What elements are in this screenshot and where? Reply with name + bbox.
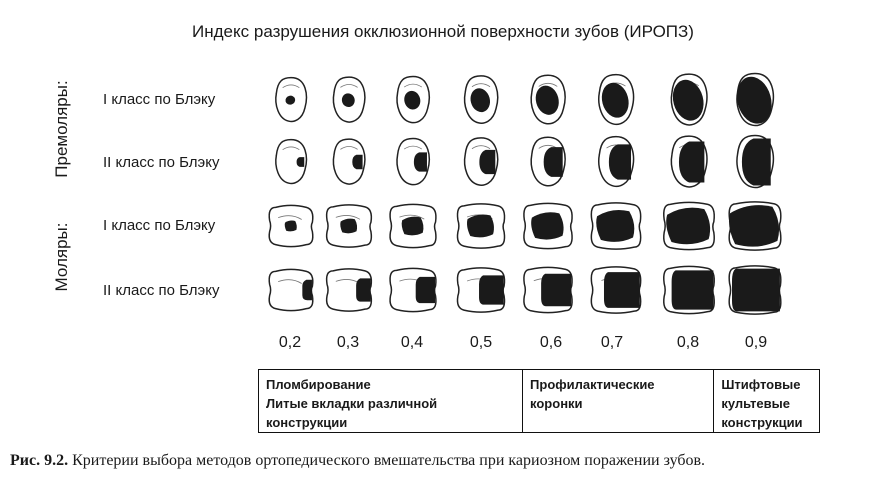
cavity-class2 [479, 150, 495, 174]
cavity-class2 [672, 270, 714, 309]
index-label: 0,8 [676, 334, 700, 351]
figure-caption [10, 452, 705, 470]
cavity-class2 [414, 152, 427, 171]
index-label: 0,2 [278, 334, 302, 351]
index-label: 0,3 [336, 334, 360, 351]
treatment-cell-filling [259, 370, 523, 432]
tooth [397, 76, 429, 122]
index-label: 0,4 [400, 334, 424, 351]
treatment-text: Литые вкладки различной [266, 396, 438, 411]
cavity-class1 [729, 205, 779, 247]
group-label-premolars: Премоляры: [52, 80, 71, 178]
cavity-class2 [604, 272, 640, 308]
tooth [591, 203, 640, 249]
treatment-cell-crowns [523, 370, 714, 432]
treatment-table [258, 369, 820, 433]
tooth [333, 139, 364, 184]
cavity-class2 [609, 144, 631, 179]
tooth [591, 267, 640, 313]
tooth [524, 203, 572, 248]
tooth [465, 76, 498, 123]
treatment-text: конструкции [266, 415, 348, 430]
tooth [269, 269, 313, 310]
cavity-class1 [402, 217, 424, 236]
tooth [276, 78, 307, 122]
row-label-molar-class2: II класс по Блэку [103, 282, 220, 299]
caption-text: Критерии выбора методов ортопедического вмешательства при кариозном поражении зубов. [68, 452, 706, 469]
diagram-title: Индекс разрушения окклюзионной поверхности зубов (ИРОПЗ) [192, 22, 694, 41]
treatment-text: конструкции [721, 415, 803, 430]
tooth [671, 136, 707, 187]
row-label-premolar-class2: II класс по Блэку [103, 154, 220, 171]
tooth [327, 205, 372, 247]
cavity-class2 [297, 157, 305, 167]
tooth [390, 204, 436, 247]
cavity-class2 [352, 155, 362, 169]
index-label: 0,7 [600, 334, 624, 351]
tooth [598, 75, 633, 125]
tooth [531, 75, 565, 123]
treatment-text: Штифтовые [721, 377, 801, 392]
tooth [457, 268, 504, 312]
cavity-class2 [679, 142, 704, 183]
tooth [465, 138, 498, 185]
row-label-molar-class1: I класс по Блэку [103, 217, 216, 234]
tooth [333, 77, 364, 122]
cavity-class1 [340, 219, 357, 234]
tooth [729, 266, 781, 314]
cavity-class2 [544, 147, 563, 177]
cavity-class2 [416, 277, 435, 303]
tooth [269, 205, 313, 246]
cavity-class2 [742, 139, 771, 186]
tooth [668, 74, 708, 125]
cavity-class1 [467, 214, 494, 237]
tooth [737, 135, 773, 187]
tooth [729, 202, 781, 250]
cavity-class1 [531, 212, 563, 239]
treatment-text: коронки [530, 396, 583, 411]
treatment-text: Пломбирование [266, 377, 371, 392]
tooth [327, 269, 372, 311]
cavity-class2 [541, 274, 571, 307]
index-label: 0,5 [469, 334, 493, 351]
cavity-class1 [285, 221, 297, 232]
tooth [664, 202, 714, 249]
cavity-class2 [732, 269, 780, 312]
tooth [390, 268, 436, 311]
cavity-class2 [356, 278, 370, 301]
tooth [599, 137, 634, 187]
row-label-premolar-class1: I класс по Блэку [103, 91, 216, 108]
tooth [732, 73, 777, 128]
tooth [397, 138, 429, 184]
cavity-class2 [302, 280, 312, 300]
cavity-class1 [596, 210, 634, 242]
cavity-class2 [479, 275, 504, 304]
cavity-class1 [666, 208, 710, 245]
index-label: 0,6 [539, 334, 563, 351]
index-label: 0,9 [744, 334, 768, 351]
tooth [276, 140, 307, 184]
tooth [524, 267, 572, 312]
caption-prefix: Рис. 9.2. [10, 452, 69, 469]
treatment-text: Профилактические [530, 377, 655, 392]
tooth [531, 137, 565, 185]
tooth [664, 266, 714, 313]
treatment-cell-posts [714, 370, 819, 432]
treatment-text: культевые [721, 396, 790, 411]
group-label-molars: Моляры: [52, 222, 71, 292]
tooth [457, 204, 504, 248]
